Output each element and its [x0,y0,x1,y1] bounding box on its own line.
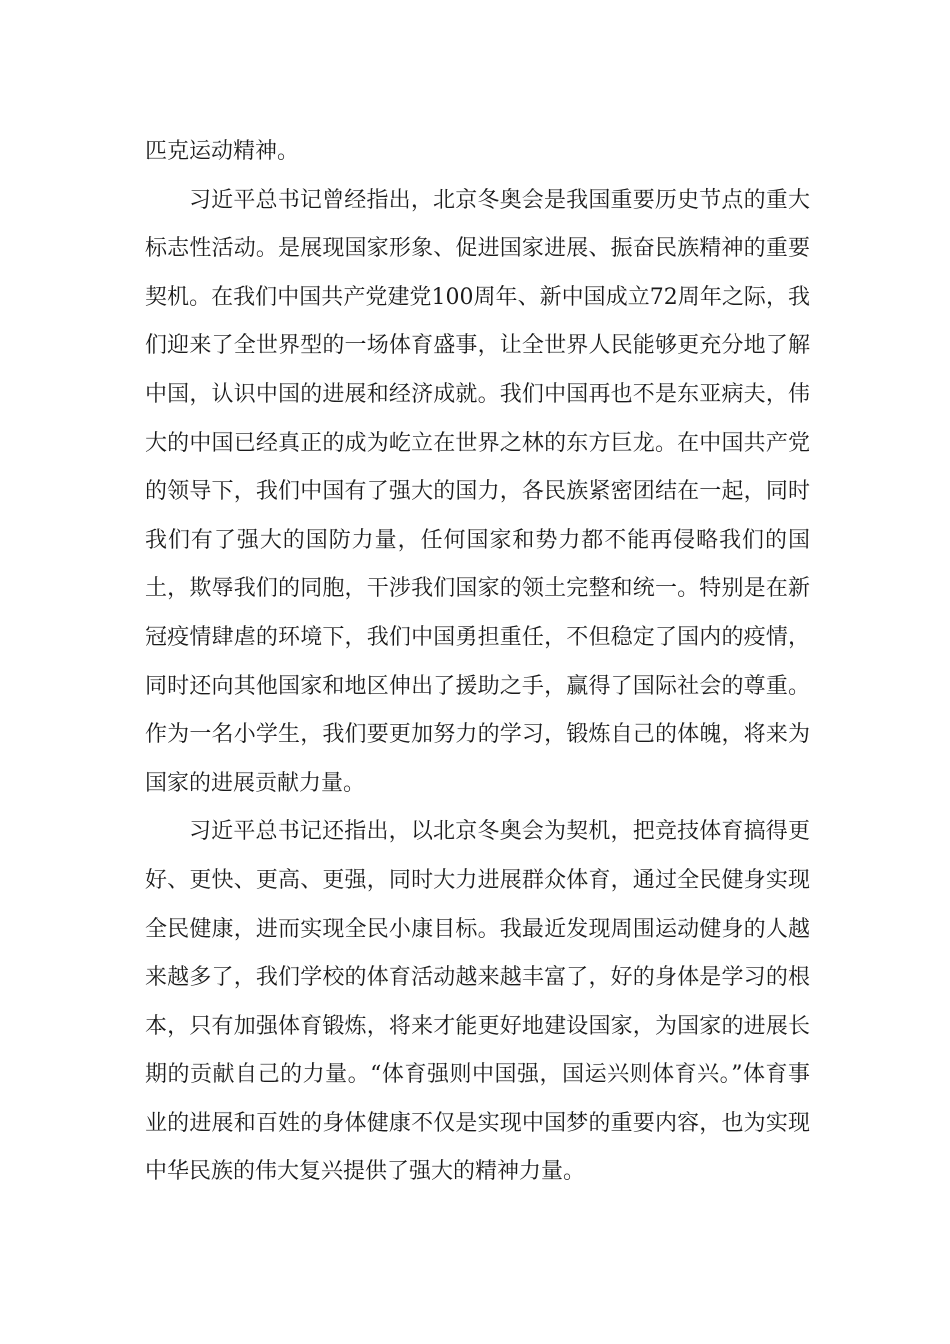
paragraph-continuation: 匹克运动精神。 [145,139,300,164]
paragraph-beijing-winter-olympics-significance: 习近平总书记曾经指出，北京冬奥会是我国重要历史节点的重大标志性活动。是展现国家形象、促进国家进展、振奋民族精神的重要契机。在我们中国共产党建党100周年、新中国成立72周年之际，我们迎来了全世界型的一场体育盛事，让全世界人民能够更充分地了解中国，认识中国的进展和经济成就。我们中国再也不是东亚病夫，伟大的中国已经真正的成为屹立在世界之林的东方巨龙。在中国共产党的领导下，我们中国有了强大的国力，各民族紧密团结在一起，同时我们有了强大的国防力量，任何国家和势力都不能再侵略我们的国土，欺辱我们的同胞，干涉我们国家的领土完整和统一。特别是在新冠疫情肆虐的环境下，我们中国勇担重任，不但稳定了国内的疫情，同时还向其他国家和地区伸出了援助之手，赢得了国际社会的尊重。作为一名小学生，我们要更加努力的学习，锻炼自己的体魄，将来为国家的进展贡献力量。 [145,187,810,796]
paragraph-national-fitness: 习近平总书记还指出，以北京冬奥会为契机，把竞技体育搞得更好、更快、更高、更强，同时大力进展群众体育，通过全民健身实现全民健康，进而实现全民小康目标。我最近发现周围运动健身的人越来越多了，我们学校的体育活动越来越丰富了，好的身体是学习的根本，只有加强体育锻炼，将来才能更好地建设国家，为国家的进展长期的贡献自己的力量。“体育强则中国强，国运兴则体育兴。”体育事业的进展和百姓的身体健康不仅是实现中国梦的重要内容，也为实现中华民族的伟大复兴提供了强大的精神力量。 [145,819,810,1185]
document-body [145,128,810,1197]
